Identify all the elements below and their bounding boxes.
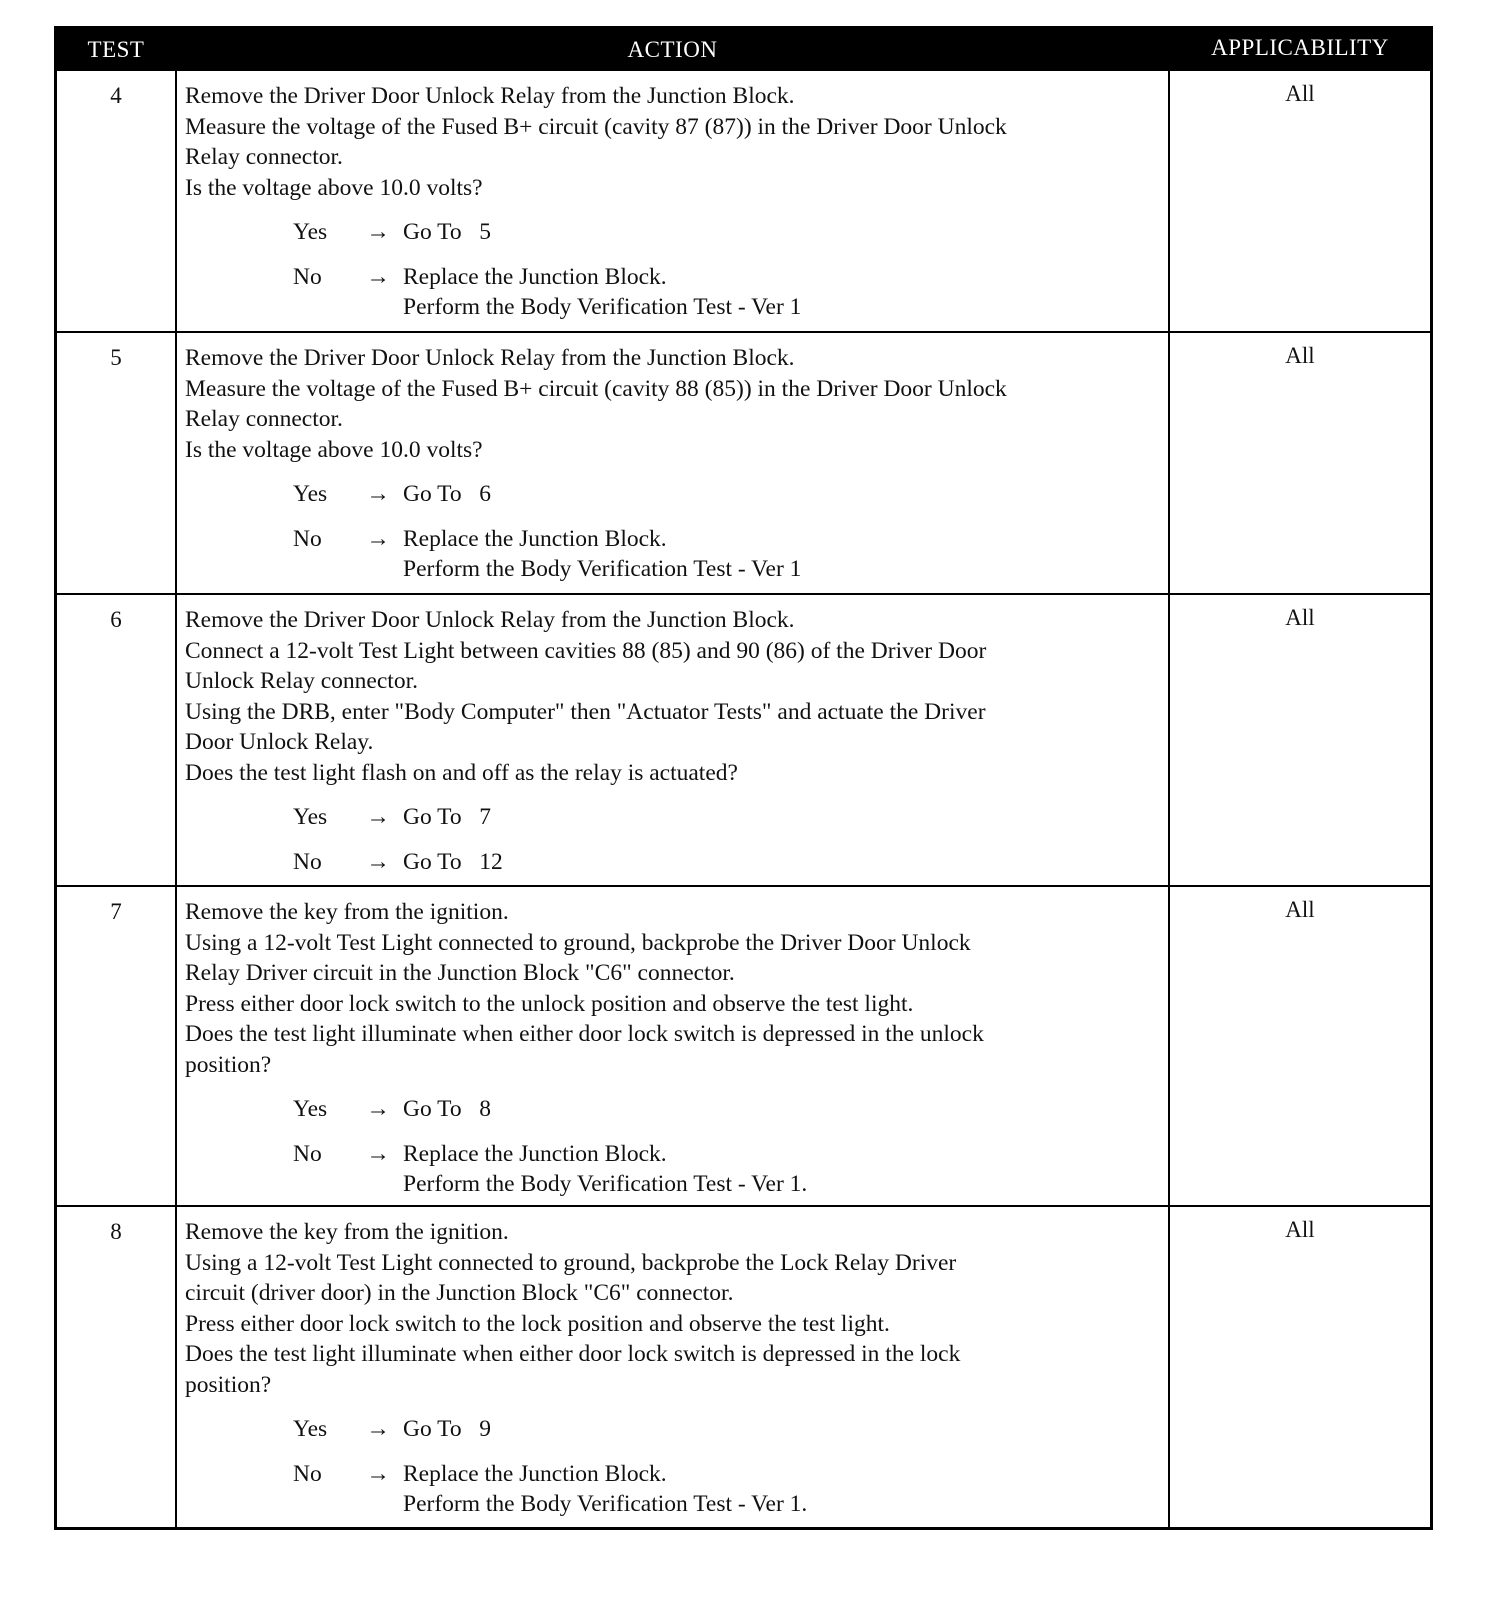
instruction-line: Remove the key from the ignition. (185, 1219, 509, 1245)
no-answer (293, 1459, 1160, 1520)
procedure-table (54, 26, 1433, 1530)
instruction-line: Relay connector. (185, 406, 343, 432)
yes-result: Go To 9 (403, 1416, 492, 1442)
applicability-value: All (1285, 605, 1315, 630)
instruction-line: Does the test light illuminate when either door lock switch is depressed in the lock (185, 1341, 961, 1367)
arrow-icon: → (366, 263, 390, 290)
no-result-line: Replace the Junction Block. (403, 525, 667, 552)
applicability-value: All (1285, 897, 1315, 922)
instruction-line: Connect a 12-volt Test Light between cavities 88 (85) and 90 (86) of the Driver Door (185, 637, 987, 664)
applicability-value: All (1285, 81, 1315, 106)
instruction-line: position? (185, 1051, 272, 1078)
yes-answer (293, 802, 1160, 833)
no-result-line: Perform the Body Verification Test - Ver 1. (403, 1491, 808, 1517)
test-number: 4 (110, 83, 122, 108)
instruction-line: Using a 12-volt Test Light connected to ground, backprobe the Driver Door Unlock (185, 929, 971, 956)
no-label: No (293, 1460, 322, 1487)
no-result (403, 262, 1160, 323)
yes-label: Yes (293, 1096, 328, 1122)
yes-answer (293, 479, 1160, 510)
test-number: 8 (110, 1219, 122, 1244)
yes-label: Yes (293, 481, 328, 507)
yes-result: Go To 8 (403, 1096, 492, 1122)
yes-result: Go To 6 (403, 481, 492, 507)
answers (185, 1094, 1160, 1200)
table-row (57, 331, 1430, 593)
yes-label: Yes (293, 804, 328, 830)
arrow-icon: → (366, 481, 390, 507)
no-result (403, 1459, 1160, 1520)
table-header (57, 29, 1430, 69)
instruction-line: Relay connector. (185, 144, 343, 170)
no-result-line: Perform the Body Verification Test - Ver 1. (403, 1171, 808, 1197)
header-test: TEST (87, 37, 145, 62)
instruction-line: Remove the Driver Door Unlock Relay from the Junction Block. (185, 607, 795, 633)
yes-result: Go To 5 (403, 219, 492, 245)
no-result-line: Replace the Junction Block. (403, 1460, 667, 1487)
action-cell (175, 333, 1170, 593)
arrow-icon: → (366, 1416, 390, 1442)
arrow-icon: → (366, 804, 390, 830)
arrow-icon: → (366, 848, 390, 875)
arrow-icon: → (366, 219, 390, 245)
answers (185, 802, 1160, 877)
instruction-line: Using a 12-volt Test Light connected to ground, backprobe the Lock Relay Driver (185, 1249, 957, 1276)
instruction-line: Does the test light illuminate when either door lock switch is depressed in the unlock (185, 1021, 984, 1047)
arrow-icon: → (366, 1140, 390, 1167)
instruction-line: Using the DRB, enter "Body Computer" then "Actuator Tests" and actuate the Driver (185, 698, 986, 725)
no-answer (293, 847, 1160, 878)
instruction-line: Relay Driver circuit in the Junction Block "C6" connector. (185, 960, 735, 986)
yes-answer (293, 1094, 1160, 1125)
no-result-line: Perform the Body Verification Test - Ver 1 (403, 556, 802, 582)
yes-label: Yes (293, 1416, 328, 1442)
instruction-line: Unlock Relay connector. (185, 668, 418, 694)
instruction-line: Is the voltage above 10.0 volts? (185, 436, 483, 463)
instruction-line: Press either door lock switch to the lock position and observe the test light. (185, 1310, 890, 1337)
no-answer (293, 1139, 1160, 1200)
no-label: No (293, 263, 322, 290)
table-row (57, 1205, 1430, 1527)
no-answer (293, 524, 1160, 585)
instruction-line: Does the test light flash on and off as the relay is actuated? (185, 759, 738, 786)
instruction-line: Press either door lock switch to the unlock position and observe the test light. (185, 990, 914, 1017)
no-result-line: Replace the Junction Block. (403, 1140, 667, 1167)
no-label: No (293, 1140, 322, 1167)
no-result: Go To 12 (403, 848, 503, 875)
answers (185, 1414, 1160, 1520)
action-cell (175, 595, 1170, 885)
answers (185, 217, 1160, 323)
table-row (57, 69, 1430, 331)
instruction-line: Remove the key from the ignition. (185, 899, 509, 925)
test-number: 5 (110, 345, 122, 370)
instruction-line: circuit (driver door) in the Junction Block "C6" connector. (185, 1280, 734, 1306)
instruction-line: position? (185, 1371, 272, 1398)
instruction-line: Door Unlock Relay. (185, 729, 374, 755)
header-applicability: APPLICABILITY (1211, 35, 1389, 60)
yes-label: Yes (293, 219, 328, 245)
applicability-value: All (1285, 1217, 1315, 1242)
applicability-value: All (1285, 343, 1315, 368)
instruction-line: Remove the Driver Door Unlock Relay from the Junction Block. (185, 83, 795, 109)
action-cell (175, 887, 1170, 1205)
no-result-line: Replace the Junction Block. (403, 263, 667, 290)
instruction-line: Measure the voltage of the Fused B+ circuit (cavity 88 (85)) in the Driver Door Unlock (185, 375, 1007, 402)
action-cell (175, 71, 1170, 331)
no-label: No (293, 848, 322, 875)
answers (185, 479, 1160, 585)
test-number: 7 (110, 899, 122, 924)
yes-answer (293, 1414, 1160, 1445)
instruction-line: Remove the Driver Door Unlock Relay from the Junction Block. (185, 345, 795, 371)
arrow-icon: → (366, 1460, 390, 1487)
arrow-icon: → (366, 525, 390, 552)
arrow-icon: → (366, 1096, 390, 1122)
instruction-line: Measure the voltage of the Fused B+ circuit (cavity 87 (87)) in the Driver Door Unlock (185, 113, 1007, 140)
table-row (57, 885, 1430, 1205)
table-row (57, 593, 1430, 885)
no-label: No (293, 525, 322, 552)
instruction-line: Is the voltage above 10.0 volts? (185, 174, 483, 201)
no-result (403, 1139, 1160, 1200)
yes-answer (293, 217, 1160, 248)
no-result-line: Perform the Body Verification Test - Ver 1 (403, 294, 802, 320)
yes-result: Go To 7 (403, 804, 492, 830)
no-result (403, 524, 1160, 585)
header-action: ACTION (627, 37, 718, 62)
no-answer (293, 262, 1160, 323)
test-number: 6 (110, 607, 122, 632)
action-cell (175, 1207, 1170, 1527)
